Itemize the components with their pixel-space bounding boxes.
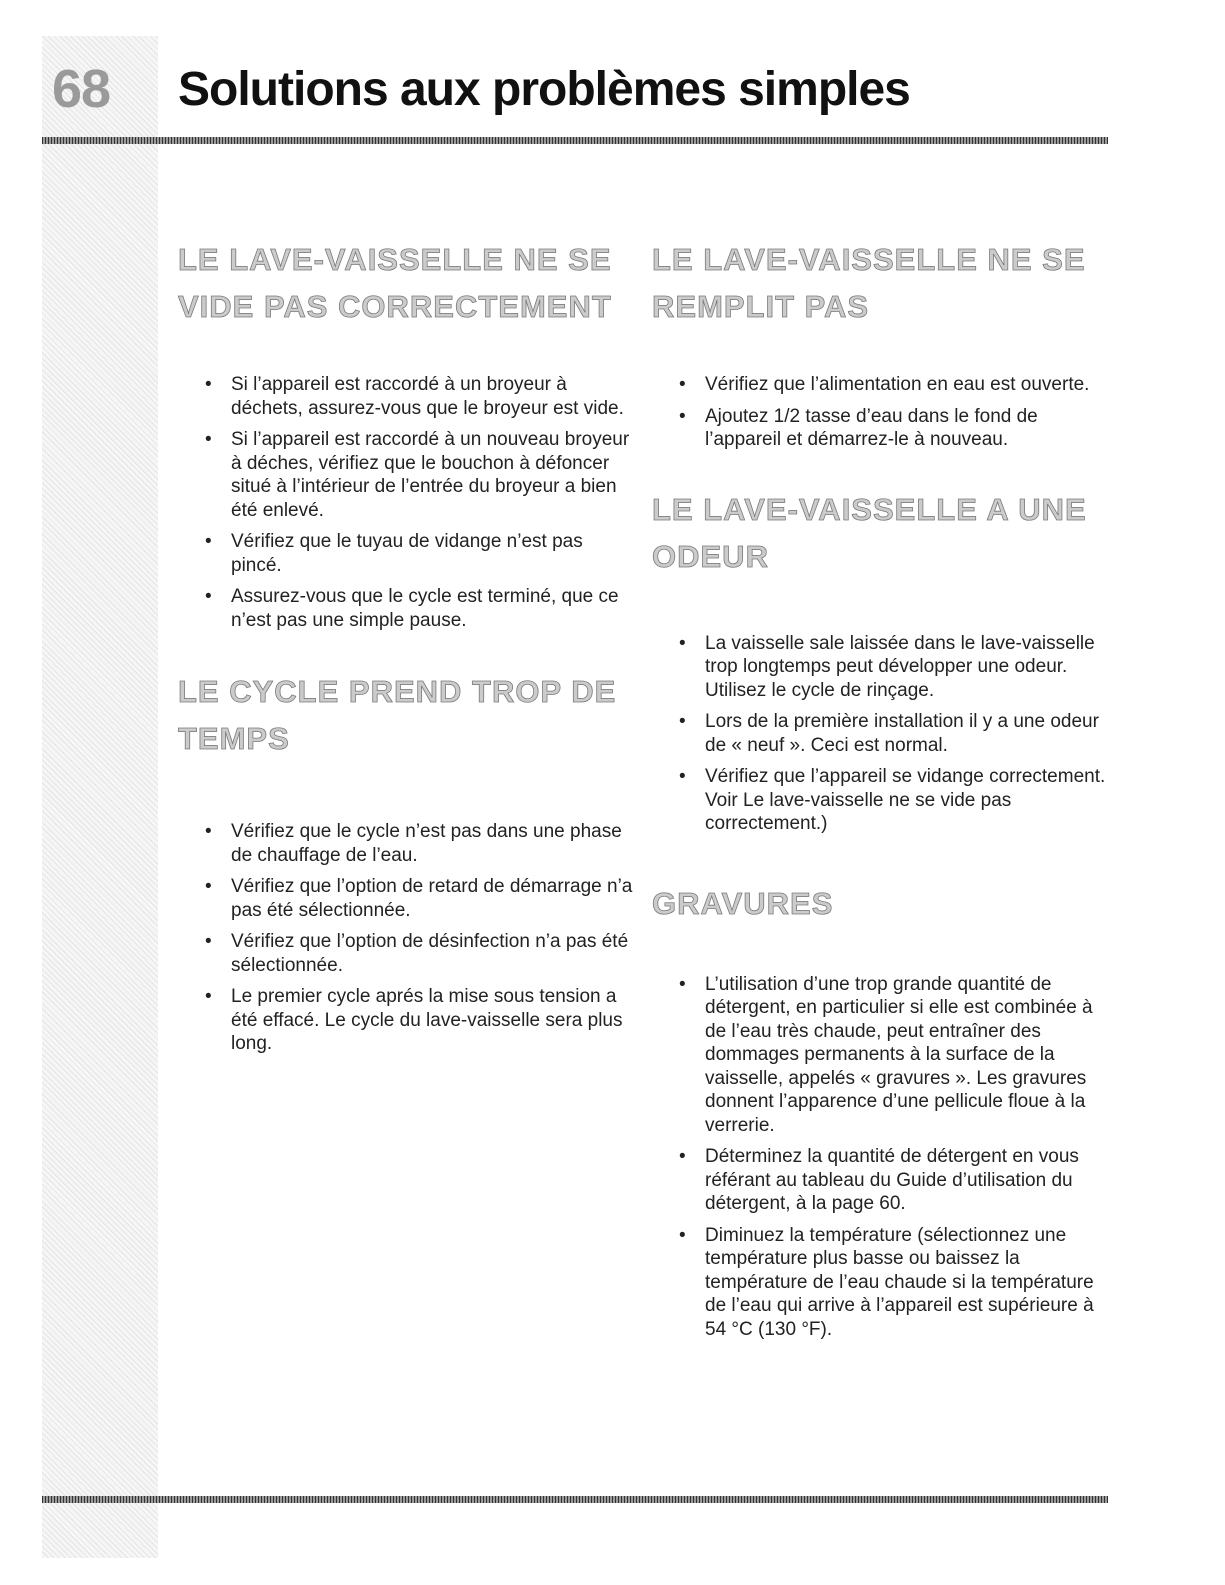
- bullet-item: • Assurez-vous que le cycle est terminé, que ce n’est pas une simple pause.: [205, 585, 633, 632]
- bullet-item: • Vérifiez que l’alimentation en eau est ouverte.: [679, 373, 1107, 397]
- footer-rule: [42, 1496, 1108, 1503]
- bullet-item: • Vérifiez que l’option de retard de démarrage n’a pas été sélectionnée.: [205, 875, 633, 922]
- section-ne-se-vide-pas: [178, 236, 633, 632]
- bullet-item: • L’utilisation d’une trop grande quantité de détergent, en particulier si elle est combinée à de l’eau très chaude, peut entraîner des dommages permanents à la surface de la vaisselle, appelés « gravures ». Les gravures donnent l’apparence d’une pellicule floue à la verrerie.: [679, 973, 1107, 1138]
- bullet-item: • Le premier cycle aprés la mise sous tension a été effacé. Le cycle du lave-vaisselle sera plus long.: [205, 985, 633, 1056]
- left-column: [178, 236, 633, 1064]
- section-heading: LE LAVE-VAISSELLE A UNE ODEUR: [652, 491, 1087, 574]
- section-heading: LE LAVE-VAISSELLE NE SE VIDE PAS CORRECTEMENT: [178, 242, 612, 324]
- bullet-list: [652, 632, 1107, 836]
- bullet-item: • Vérifiez que le tuyau de vidange n’est pas pincé.: [205, 530, 633, 577]
- section-cycle-trop-long: [178, 668, 633, 1056]
- bullet-item: • Déterminez la quantité de détergent en vous référant au tableau du Guide d’utilisation du détergent, à la page 60.: [679, 1145, 1107, 1216]
- section-gravures: [652, 880, 1107, 1342]
- section-odeur: [652, 486, 1107, 836]
- page-title: Solutions aux problèmes simples: [178, 63, 910, 116]
- decorative-side-strip: [42, 36, 158, 1558]
- bullet-item: • Lors de la première installation il y a une odeur de « neuf ». Ceci est normal.: [679, 710, 1107, 757]
- bullet-list: [178, 820, 633, 1056]
- bullet-list: [652, 373, 1107, 452]
- section-ne-se-remplit-pas: [652, 236, 1107, 452]
- section-heading: GRAVURES: [652, 885, 834, 921]
- bullet-item: • Diminuez la température (sélectionnez une température plus basse ou baissez la température de l’eau chaude si la température de l’eau qui arrive à l’appareil est supérieure à 54 °C (130 °F).: [679, 1224, 1107, 1342]
- bullet-item: • Si l’appareil est raccordé à un nouveau broyeur à déches, vérifiez que le bouchon à défoncer situé à l’intérieur de l’entrée du broyeur a bien été enlevé.: [205, 428, 633, 522]
- page-number: 68: [52, 59, 111, 119]
- section-heading: LE CYCLE PREND TROP DE TEMPS: [178, 674, 617, 756]
- section-heading: LE LAVE-VAISSELLE NE SE REMPLIT PAS: [652, 242, 1086, 324]
- bullet-item: • Vérifiez que l’appareil se vidange correctement. Voir Le lave-vaisselle ne se vide pas correctement.): [679, 765, 1107, 836]
- right-column: [652, 236, 1107, 1349]
- bullet-list: [178, 373, 633, 632]
- header-rule: [42, 137, 1108, 144]
- bullet-item: • Vérifiez que le cycle n’est pas dans une phase de chauffage de l’eau.: [205, 820, 633, 867]
- bullet-item: • Vérifiez que l’option de désinfection n’a pas été sélectionnée.: [205, 930, 633, 977]
- bullet-item: • Si l’appareil est raccordé à un broyeur à déchets, assurez-vous que le broyeur est vide.: [205, 373, 633, 420]
- bullet-item: • Ajoutez 1/2 tasse d’eau dans le fond de l’appareil et démarrez-le à nouveau.: [679, 405, 1107, 452]
- bullet-list: [652, 973, 1107, 1342]
- bullet-item: • La vaisselle sale laissée dans le lave-vaisselle trop longtemps peut développer une odeur. Utilisez le cycle de rinçage.: [679, 632, 1107, 703]
